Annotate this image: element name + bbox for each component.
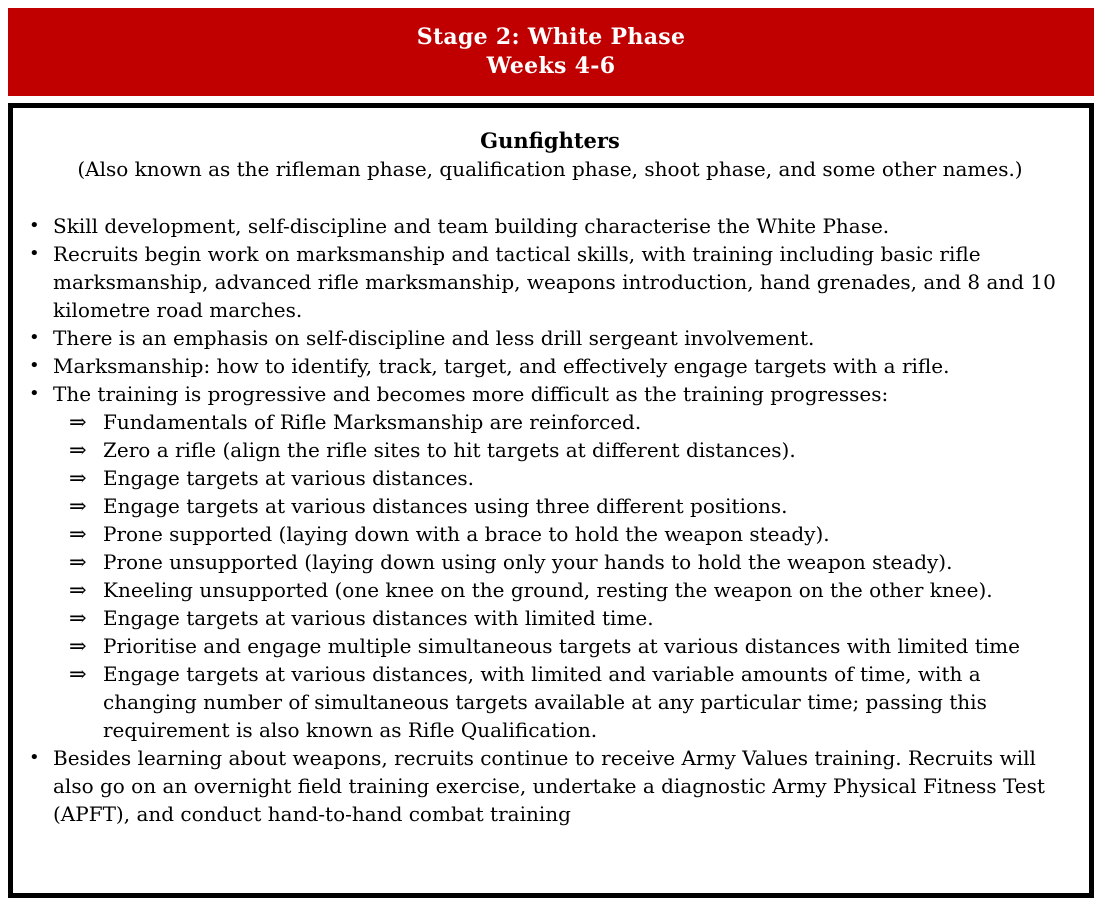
sub-list-item-text: Kneeling unsupported (one knee on the ground, resting the weapon on the other knee). [103, 578, 993, 602]
sub-list-item-text: Prone unsupported (laying down using only your hands to hold the weapon steady). [103, 550, 953, 574]
sub-list-item-text: Engage targets at various distances using three different positions. [103, 494, 788, 518]
sub-list-item-text: Fundamentals of Rifle Marksmanship are reinforced. [103, 410, 642, 434]
bullet-icon: • [29, 355, 40, 376]
double-arrow-icon: ⇒ [69, 410, 87, 434]
list-item-text: Marksmanship: how to identify, track, target, and effectively engage targets with a rifle. [53, 354, 950, 378]
sub-list-item [69, 464, 1079, 492]
bullet-icon: • [29, 747, 40, 768]
sub-list-item-text: Engage targets at various distances, with limited and variable amounts of time, with a changing number of simultaneous targets available at any particular time; passing this requirement is also known as Rifle Qualification. [103, 662, 987, 742]
sub-list-item-text: Prioritise and engage multiple simultaneous targets at various distances with limited time [103, 634, 1020, 658]
sub-list-item-text: Zero a rifle (align the rifle sites to hit targets at different distances). [103, 438, 796, 462]
bullet-icon: • [29, 215, 40, 236]
stage-banner-weeks: Weeks 4-6 [486, 53, 616, 79]
double-arrow-icon: ⇒ [69, 550, 87, 574]
bullet-icon: • [29, 243, 40, 264]
section-subtitle: (Also known as the rifleman phase, qualification phase, shoot phase, and some other names.) [77, 157, 1023, 181]
list-item-text: Besides learning about weapons, recruits continue to receive Army Values training. Recruits will also go on an overnight field training exercise, undertake a diagnostic Army Physical Fitness Test (APFT), and conduct hand-to-hand combat training [53, 746, 1045, 826]
list-item-text: Recruits begin work on marksmanship and tactical skills, with training including basic rifle marksmanship, advanced rifle marksmanship, weapons introduction, hand grenades, and 8 and 10 kilometre road marches. [53, 242, 1056, 322]
bullet-list [21, 212, 1079, 828]
list-item [29, 212, 1079, 240]
double-arrow-icon: ⇒ [69, 634, 87, 658]
stage-banner-title: Stage 2: White Phase [416, 24, 686, 50]
stage-banner [8, 8, 1094, 96]
double-arrow-icon: ⇒ [69, 606, 87, 630]
sub-list-item [69, 408, 1079, 436]
sub-list-item-text: Prone supported (laying down with a brace to hold the weapon steady). [103, 522, 830, 546]
sub-list-item [69, 436, 1079, 464]
sub-list-item [69, 632, 1079, 660]
sub-list-item [69, 520, 1079, 548]
list-item [29, 380, 1079, 744]
list-item [29, 324, 1079, 352]
double-arrow-icon: ⇒ [69, 522, 87, 546]
list-item [29, 352, 1079, 380]
list-item [29, 744, 1079, 828]
double-arrow-icon: ⇒ [69, 438, 87, 462]
sub-list-item [69, 604, 1079, 632]
sub-list-item [69, 576, 1079, 604]
double-arrow-icon: ⇒ [69, 578, 87, 602]
list-item-text: The training is progressive and becomes more difficult as the training progresses: [53, 382, 889, 406]
double-arrow-icon: ⇒ [69, 662, 87, 686]
content-box [8, 103, 1094, 898]
double-arrow-icon: ⇒ [69, 466, 87, 490]
sub-list-item [69, 660, 1079, 744]
double-arrow-icon: ⇒ [69, 494, 87, 518]
sub-list-item-text: Engage targets at various distances with limited time. [103, 606, 654, 630]
section-title: Gunfighters [480, 128, 620, 153]
sub-list-item-text: Engage targets at various distances. [103, 466, 475, 490]
list-item-text: There is an emphasis on self-discipline and less drill sergeant involvement. [53, 326, 815, 350]
sub-list [69, 408, 1079, 744]
list-item [29, 240, 1079, 324]
sub-list-item [69, 492, 1079, 520]
bullet-icon: • [29, 383, 40, 404]
bullet-icon: • [29, 327, 40, 348]
sub-list-item [69, 548, 1079, 576]
list-item-text: Skill development, self-discipline and team building characterise the White Phase. [53, 214, 890, 238]
